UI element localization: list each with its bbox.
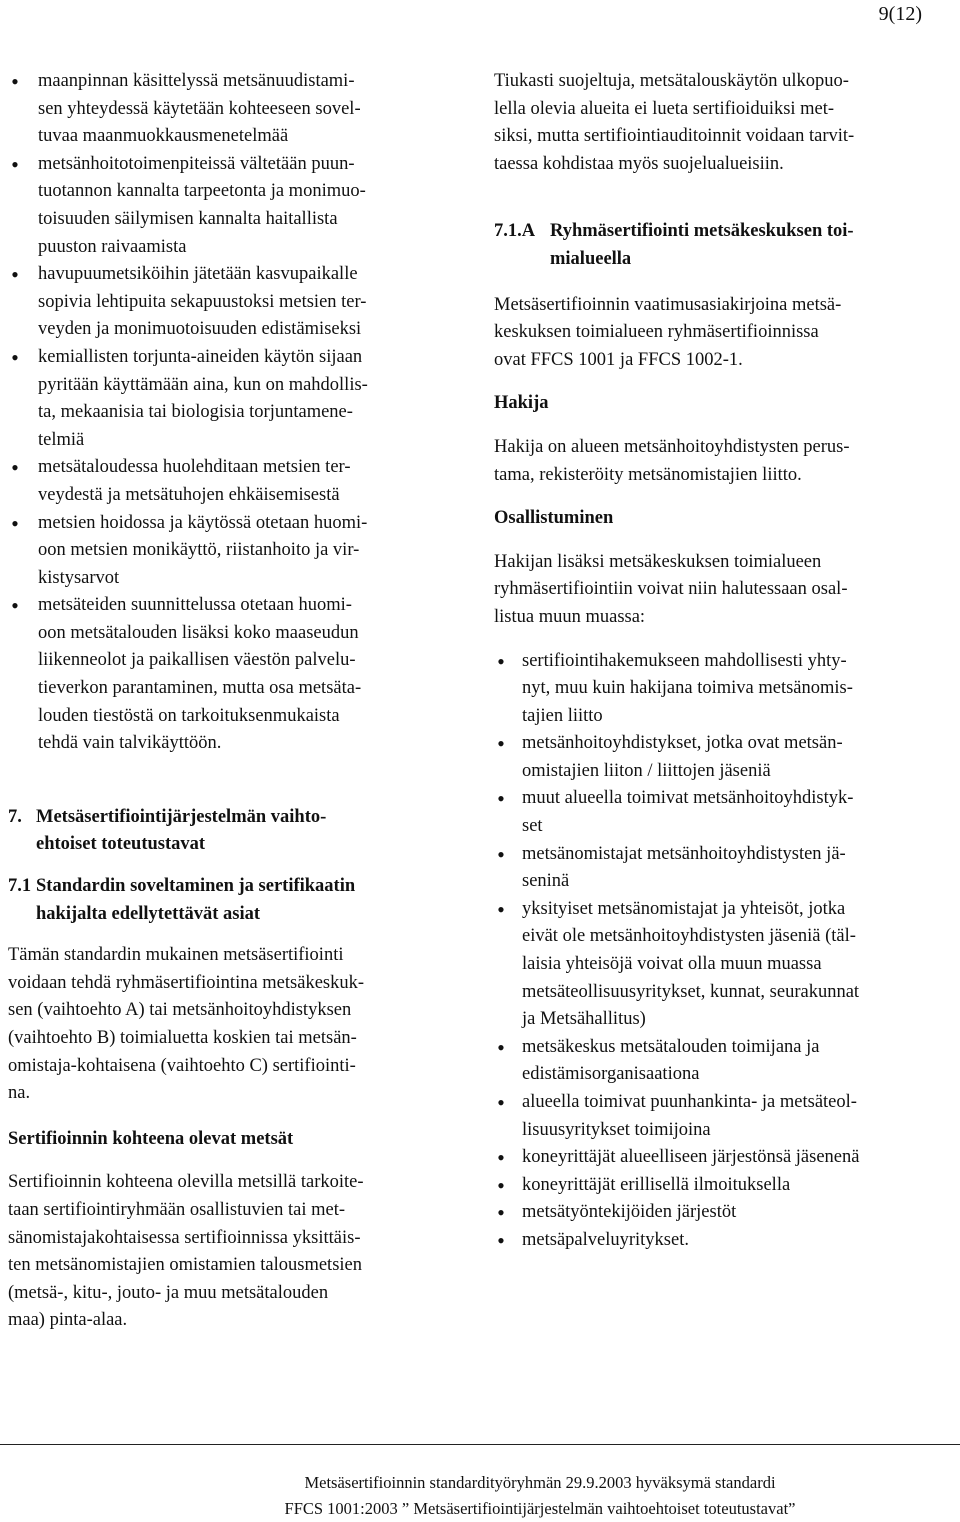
right-column: [494, 68, 954, 1255]
bullet-dot-icon: [8, 592, 22, 623]
left-bullet-line: kemiallisten torjunta-aineiden käytön sijaan: [38, 346, 363, 367]
right-bullet-line: metsänomistajat metsänhoitoyhdistysten jä-: [522, 843, 846, 864]
right-bullet-line: sertifiointihakemukseen mahdollisesti yhty-: [522, 650, 847, 671]
intro-paragraph-line: voidaan tehdä ryhmäsertifiointina metsäkeskuk-: [8, 972, 365, 993]
right-bullet-item: [494, 1034, 954, 1089]
left-bullet-line: tieverkon parantaminen, mutta osa metsäta-: [38, 678, 362, 699]
bullet-dot-icon: [8, 68, 22, 99]
bullet-dot-icon: [494, 648, 508, 679]
right-bullet-item: [494, 1199, 954, 1227]
left-bullet-line: puuston raivaamista: [38, 236, 187, 257]
section-7-1-a-number: 7.1.A: [494, 221, 536, 242]
section-7-1-a-heading: [494, 218, 954, 273]
right-bullet-item: [494, 648, 954, 731]
section-7-1-heading-line: Standardin soveltaminen ja sertifikaatin: [36, 876, 356, 897]
right-bullet-line: set: [522, 816, 543, 837]
protected-areas-paragraph-line: siksi, mutta sertifiointiauditoinnit voidaan tarvit-: [494, 126, 855, 147]
certified-forests-paragraph-line: sänomistajakohtaisessa sertifioinnissa yksittäis-: [8, 1227, 361, 1248]
section-7-1-number: 7.1: [8, 876, 32, 897]
section-7-heading-line: ehtoiset toteutustavat: [36, 834, 206, 855]
left-bullet-line: pyritään käyttämään aina, kun on mahdollis-: [38, 374, 368, 395]
footer-line-2: FFCS 1001:2003 ” Metsäsertifiointijärjestelmän vaihtoehtoiset toteutustavat”: [284, 1499, 796, 1518]
certified-forests-paragraph: [8, 1169, 464, 1335]
right-bullet-line: koneyrittäjät erillisellä ilmoituksella: [522, 1174, 791, 1195]
bullet-dot-icon: [494, 1034, 508, 1065]
left-bullet-line: oon metsien monikäyttö, riistanhoito ja vir-: [38, 540, 360, 561]
bullet-dot-icon: [494, 1227, 508, 1258]
left-bullet-item: [8, 510, 464, 593]
footer-divider: [0, 1444, 960, 1445]
left-bullet-line: havupuumetsiköihin jätetään kasvupaikalle: [38, 264, 358, 285]
right-bullet-line: metsäteollisuusyritykset, kunnat, seurakunnat: [522, 981, 860, 1002]
right-bullet-item: [494, 841, 954, 896]
left-bullet-item: [8, 261, 464, 344]
bullet-dot-icon: [8, 344, 22, 375]
right-bullet-item: [494, 730, 954, 785]
left-bullet-line: veydestä ja metsätuhojen ehkäisemisestä: [38, 484, 340, 505]
left-bullet-line: sopivia lehtipuita sekapuustoksi metsien ter-: [38, 291, 367, 312]
right-bullet-item: [494, 1089, 954, 1144]
right-bullet-line: edistämisorganisaationa: [522, 1064, 700, 1085]
hakija-paragraph-line: Hakija on alueen metsänhoitoyhdistysten perus-: [494, 436, 850, 457]
left-bullet-item: [8, 344, 464, 454]
certified-forests-paragraph-line: taan sertifiointiryhmään osallistuvien tai met-: [8, 1199, 346, 1220]
left-bullet-line: metsäteiden suunnittelussa otetaan huomi-: [38, 595, 352, 616]
bullet-dot-icon: [494, 785, 508, 816]
requirements-paragraph-line: ovat FFCS 1001 ja FFCS 1002-1.: [494, 349, 743, 370]
right-bullet-line: seninä: [522, 871, 570, 892]
right-bullet-line: alueella toimivat puunhankinta- ja metsäteol-: [522, 1092, 857, 1112]
osallistuminen-heading: Osallistuminen: [494, 508, 614, 529]
right-bullet-line: muut alueella toimivat metsänhoitoyhdistyk-: [522, 788, 854, 809]
left-bullet-line: tuvaa maanmuokkausmenetelmää: [38, 126, 289, 147]
requirements-paragraph-line: keskuksen toimialueen ryhmäsertifioinnissa: [494, 322, 819, 343]
bullet-dot-icon: [494, 1089, 508, 1120]
right-bullet-line: koneyrittäjät alueelliseen järjestönsä jäsenenä: [522, 1147, 860, 1168]
hakija-paragraph: [494, 434, 954, 489]
intro-paragraph-line: omistaja-kohtaisena (vaihtoehto C) sertifiointi-: [8, 1055, 356, 1076]
osallistuminen-paragraph-line: listua muun muassa:: [494, 606, 646, 627]
osallistuminen-paragraph: [494, 549, 954, 632]
requirements-paragraph-line: Metsäsertifioinnin vaatimusasiakirjoina metsä-: [494, 294, 842, 315]
right-bullet-item: [494, 1144, 954, 1172]
bullet-dot-icon: [494, 896, 508, 927]
certified-forests-paragraph-line: Sertifioinnin kohteena olevilla metsillä tarkoite-: [8, 1172, 364, 1193]
bullet-dot-icon: [8, 151, 22, 182]
right-bullet-line: ja Metsähallitus): [522, 1009, 646, 1030]
right-bullet-line: nyt, muu kuin hakijana toimiva metsänomis-: [522, 678, 853, 699]
left-bullet-line: kistysarvot: [38, 567, 120, 588]
protected-areas-paragraph: [494, 68, 954, 178]
right-bullet-line: metsänhoitoyhdistykset, jotka ovat metsän-: [522, 733, 843, 754]
footer: [0, 1470, 960, 1522]
left-column: [8, 68, 464, 1335]
certified-forests-paragraph-line: maa) pinta-alaa.: [8, 1310, 128, 1331]
left-bullet-line: veyden ja monimuotoisuuden edistämiseksi: [38, 319, 362, 340]
left-bullet-item: [8, 68, 464, 151]
left-bullet-line: sen yhteydessä käytetään kohteeseen sovel-: [38, 98, 361, 119]
hakija-heading: Hakija: [494, 393, 549, 414]
bullet-dot-icon: [8, 510, 22, 541]
left-bullet-line: toisuuden säilymisen kannalta haitallista: [38, 208, 338, 229]
section-7-heading-line: Metsäsertifiointijärjestelmän vaihto-: [36, 806, 327, 827]
left-bullet-line: oon metsätalouden lisäksi koko maaseudun: [38, 622, 359, 643]
right-bullet-line: metsätyöntekijöiden järjestöt: [522, 1202, 737, 1223]
left-bullet-line: liikenneolot ja paikallisen väestön palvelu-: [38, 650, 356, 671]
intro-paragraph: [8, 942, 464, 1108]
right-bullet-line: tajien liitto: [522, 705, 603, 726]
left-bullet-line: louden tiestöstä on tarkoituksenmukaista: [38, 705, 340, 726]
section-7-number: 7.: [8, 806, 22, 827]
right-bullet-line: yksityiset metsänomistajat ja yhteisöt, jotka: [522, 898, 846, 919]
right-bullet-list: [494, 648, 954, 1255]
requirements-paragraph: [494, 292, 954, 375]
left-bullet-line: tehdä vain talvikäyttöön.: [38, 733, 222, 754]
page-number: 9(12): [878, 3, 922, 25]
certified-forests-heading: Sertifioinnin kohteena olevat metsät: [8, 1128, 294, 1149]
osallistuminen-paragraph-line: Hakijan lisäksi metsäkeskuksen toimialueen: [494, 551, 822, 572]
section-7-1-a-heading-line: Ryhmäsertifiointi metsäkeskuksen toi-: [550, 221, 854, 242]
section-7-1-heading: [8, 873, 464, 928]
hakija-paragraph-line: tama, rekisteröity metsänomistajien liitto.: [494, 464, 802, 485]
intro-paragraph-line: na.: [8, 1083, 31, 1104]
bullet-dot-icon: [8, 454, 22, 485]
right-bullet-line: metsäpalveluyritykset.: [522, 1229, 689, 1250]
right-bullet-line: eivät ole metsänhoitoyhdistysten jäseniä (täl-: [522, 926, 856, 947]
bullet-dot-icon: [494, 730, 508, 761]
certified-forests-paragraph-line: ten metsänomistajien omistamien talousmetsien: [8, 1255, 363, 1276]
section-7-1-a-heading-line: mialueella: [550, 248, 632, 269]
left-bullet-line: metsien hoidossa ja käytössä otetaan huomi-: [38, 512, 368, 533]
left-bullet-line: tuotannon kannalta tarpeetonta ja monimuo-: [38, 181, 366, 202]
section-7-heading: [8, 804, 464, 859]
right-bullet-line: laisia yhteisöjä voivat olla muun muassa: [522, 954, 822, 975]
intro-paragraph-line: sen (vaihtoehto A) tai metsänhoitoyhdistyksen: [8, 1000, 352, 1021]
right-bullet-line: omistajien liiton / liittojen jäseniä: [522, 760, 771, 781]
intro-paragraph-line: (vaihtoehto B) toimialuetta koskien tai metsän-: [8, 1028, 357, 1048]
certified-forests-paragraph-line: (metsä-, kitu-, jouto- ja muu metsätalouden: [8, 1282, 329, 1303]
left-bullet-item: [8, 454, 464, 509]
right-bullet-line: lisuusyritykset toimijoina: [522, 1119, 711, 1140]
bullet-dot-icon: [494, 1172, 508, 1203]
right-bullet-item: [494, 1227, 954, 1255]
bullet-dot-icon: [494, 1199, 508, 1230]
left-bullet-item: [8, 151, 464, 261]
protected-areas-paragraph-line: taessa kohdistaa myös suojelualueisiin.: [494, 153, 784, 174]
left-bullet-line: telmiä: [38, 429, 85, 450]
left-bullet-line: metsätaloudessa huolehditaan metsien ter-: [38, 457, 351, 478]
left-bullet-line: metsänhoitotoimenpiteissä vältetään puun-: [38, 153, 355, 174]
left-bullet-list: [8, 68, 464, 758]
bullet-dot-icon: [494, 841, 508, 872]
osallistuminen-paragraph-line: ryhmäsertifiointiin voivat niin halutessaan osal-: [494, 579, 848, 600]
left-bullet-item: [8, 592, 464, 758]
intro-paragraph-line: Tämän standardin mukainen metsäsertifiointi: [8, 945, 344, 966]
footer-line-1: Metsäsertifioinnin standardityöryhmän 29.9.2003 hyväksymä standardi: [304, 1473, 776, 1492]
right-bullet-item: [494, 896, 954, 1034]
left-bullet-line: maanpinnan käsittelyssä metsänuudistami-: [38, 71, 355, 91]
section-7-1-heading-line: hakijalta edellytettävät asiat: [36, 903, 261, 924]
protected-areas-paragraph-line: lella olevia alueita ei lueta sertifioiduiksi met-: [494, 98, 835, 119]
left-bullet-line: ta, mekaanisia tai biologisia torjuntamene-: [38, 402, 353, 423]
right-bullet-item: [494, 785, 954, 840]
bullet-dot-icon: [494, 1144, 508, 1175]
protected-areas-paragraph-line: Tiukasti suojeltuja, metsätalouskäytön ulkopuo-: [494, 71, 849, 91]
right-bullet-line: metsäkeskus metsätalouden toimijana ja: [522, 1036, 820, 1057]
right-bullet-item: [494, 1172, 954, 1200]
bullet-dot-icon: [8, 261, 22, 292]
